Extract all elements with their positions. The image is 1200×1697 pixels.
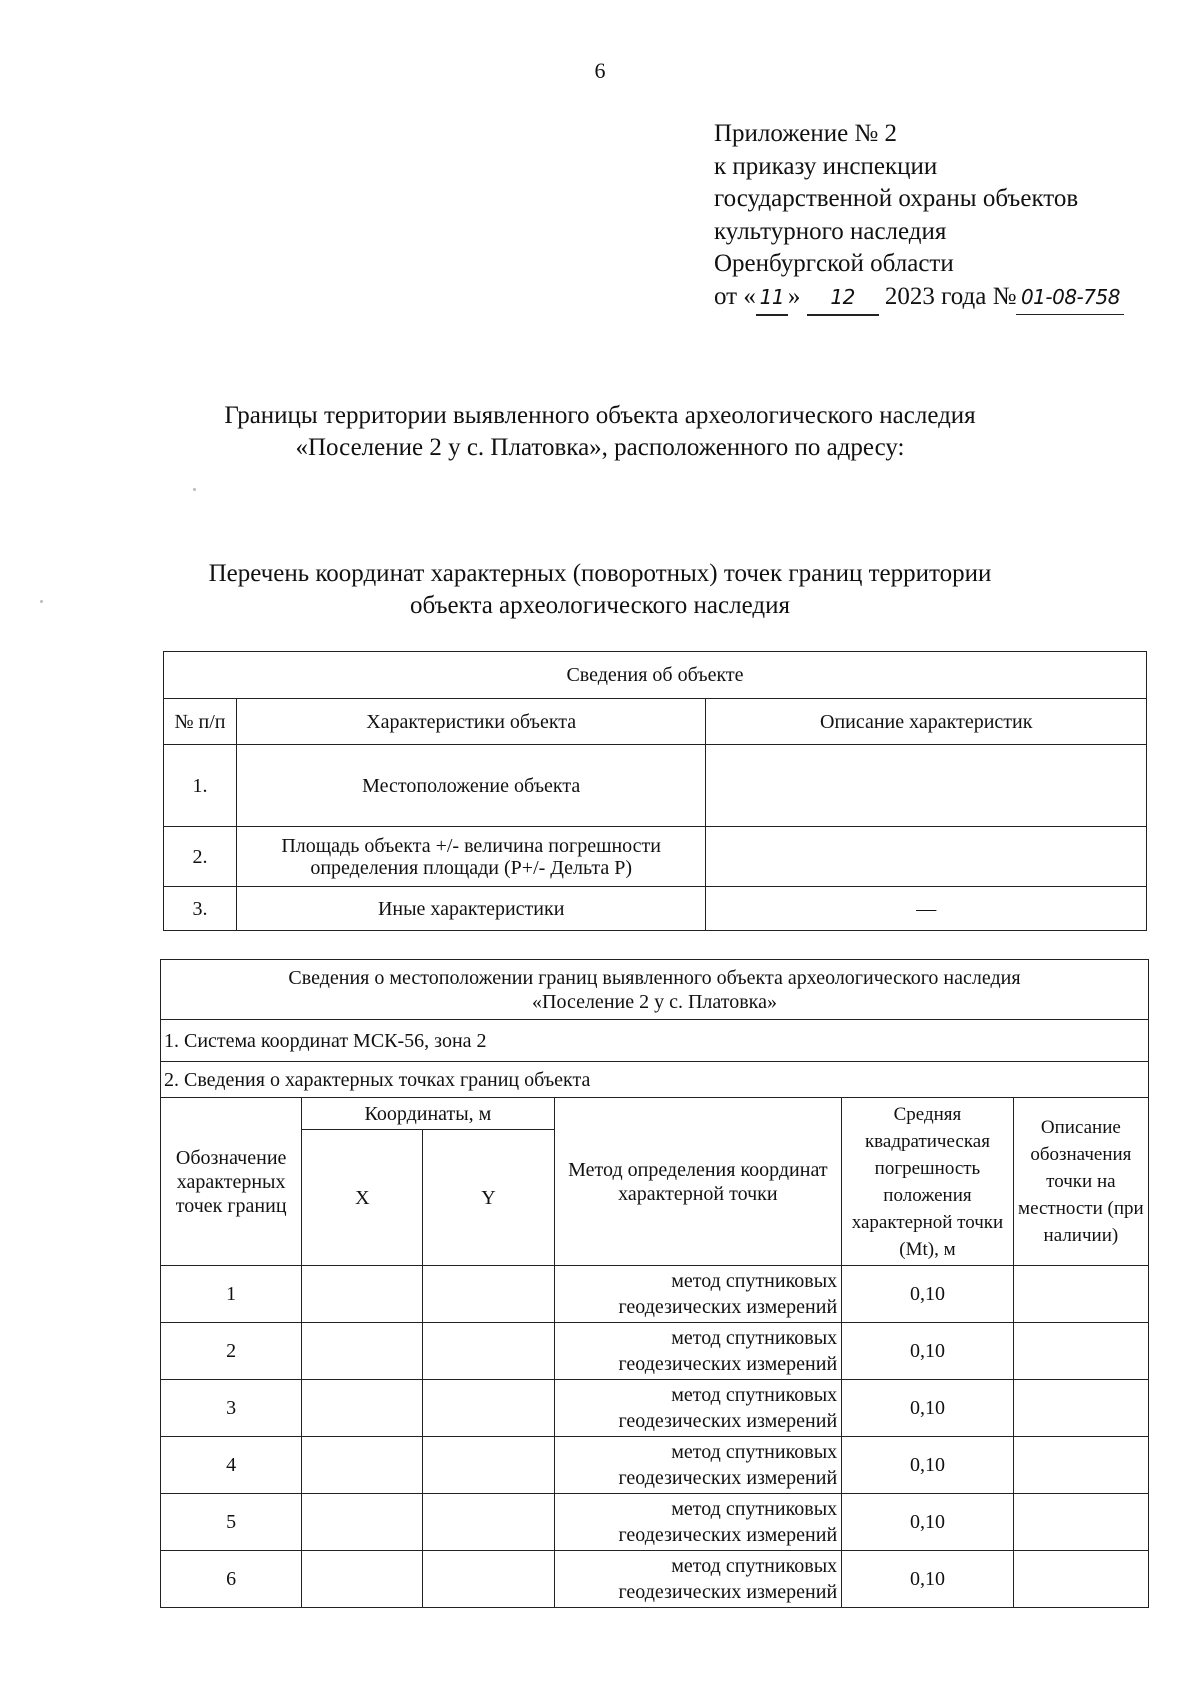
header-num: № п/п — [164, 699, 237, 745]
point-y — [423, 1323, 554, 1380]
point-method — [554, 1266, 842, 1323]
method-line: геодезических измерений — [618, 1296, 838, 1318]
row-name-line: Площадь объекта +/- величина погрешности — [281, 834, 661, 857]
row-num: 2. — [164, 827, 237, 887]
row-name-line: определения площади (Р+/- Дельта Р) — [310, 856, 633, 879]
col-designation: Обозначение характерных точек границ — [161, 1098, 302, 1266]
table-row — [164, 745, 1147, 827]
table-row — [161, 1437, 1149, 1494]
object-info-table — [163, 651, 1147, 931]
row-num: 1. — [164, 745, 237, 827]
row-desc — [706, 745, 1147, 827]
point-method — [554, 1323, 842, 1380]
scan-speck — [40, 600, 43, 603]
method-line: метод спутниковых — [671, 1441, 838, 1463]
points-header: 2. Сведения о характерных точках границ объекта — [161, 1062, 1149, 1098]
coordinate-system: 1. Система координат МСК-56, зона 2 — [161, 1020, 1149, 1062]
date-month: 12 — [807, 281, 879, 316]
table-row — [164, 827, 1147, 887]
scan-speck — [193, 488, 196, 491]
point-desc — [1013, 1323, 1148, 1380]
method-line: метод спутниковых — [671, 1555, 838, 1577]
col-desc: Описание обозначения точки на местности (при наличии) — [1013, 1098, 1148, 1266]
point-y — [423, 1551, 554, 1608]
table-row — [161, 1266, 1149, 1323]
caption-line: Сведения о местоположении границ выявленного объекта археологического наследия — [288, 966, 1021, 989]
appendix-line: Приложение № 2 — [714, 120, 898, 147]
point-mt: 0,10 — [842, 1380, 1014, 1437]
point-y — [423, 1437, 554, 1494]
col-method: Метод определения координат характерной точки — [554, 1098, 842, 1266]
col-error: Средняя квадратическая погрешность положения характерной точки (Mt), м — [842, 1098, 1014, 1266]
title-line: Границы территории выявленного объекта археологического наследия — [224, 402, 976, 429]
row-name: Местоположение объекта — [236, 745, 706, 827]
table-row — [161, 1494, 1149, 1551]
table-row — [161, 1323, 1149, 1380]
point-id: 3 — [161, 1380, 302, 1437]
point-id: 5 — [161, 1494, 302, 1551]
method-line: геодезических измерений — [618, 1353, 838, 1375]
table-row — [161, 1380, 1149, 1437]
appendix-line: государственной охраны объектов — [714, 185, 1079, 213]
table-caption: Сведения об объекте — [164, 652, 1147, 699]
point-x — [302, 1494, 423, 1551]
table-caption — [161, 960, 1149, 1020]
order-number: 01-08-758 — [1016, 281, 1124, 315]
method-line: геодезических измерений — [618, 1410, 838, 1432]
col-y: Y — [423, 1130, 554, 1266]
row-num: 3. — [164, 887, 237, 931]
appendix-line: к приказу инспекции — [714, 152, 938, 180]
point-desc — [1013, 1494, 1148, 1551]
point-method — [554, 1494, 842, 1551]
header-characteristics: Характеристики объекта — [236, 699, 706, 745]
appendix-block — [714, 118, 1124, 316]
point-x — [302, 1380, 423, 1437]
date-prefix: от « — [714, 282, 756, 310]
point-y — [423, 1494, 554, 1551]
point-mt: 0,10 — [842, 1494, 1014, 1551]
point-x — [302, 1551, 423, 1608]
point-mt: 0,10 — [842, 1551, 1014, 1608]
method-line: геодезических измерений — [618, 1524, 838, 1546]
point-method — [554, 1380, 842, 1437]
row-desc: — — [706, 887, 1147, 931]
point-mt: 0,10 — [842, 1323, 1014, 1380]
point-id: 2 — [161, 1323, 302, 1380]
date-year: 2023 года № — [884, 282, 1017, 310]
caption-line: «Поселение 2 у с. Платовка» — [532, 990, 777, 1013]
point-id: 1 — [161, 1266, 302, 1323]
point-id: 6 — [161, 1551, 302, 1608]
document-title — [0, 400, 1200, 464]
subtitle-line: Перечень координат характерных (поворотных) точек границ территории — [208, 560, 992, 587]
header-description: Описание характеристик — [706, 699, 1147, 745]
col-coords: Координаты, м — [302, 1098, 554, 1130]
point-y — [423, 1380, 554, 1437]
point-mt: 0,10 — [842, 1437, 1014, 1494]
appendix-line: культурного наследия — [714, 217, 947, 245]
appendix-line: Оренбургской области — [714, 250, 954, 278]
method-line: геодезических измерений — [618, 1467, 838, 1489]
date-day: 11 — [756, 281, 788, 316]
point-x — [302, 1437, 423, 1494]
document-subtitle — [0, 558, 1200, 622]
point-method — [554, 1437, 842, 1494]
location-table — [160, 959, 1149, 1608]
point-mt: 0,10 — [842, 1266, 1014, 1323]
row-desc — [706, 827, 1147, 887]
point-x — [302, 1266, 423, 1323]
subtitle-line: объекта археологического наследия — [410, 592, 790, 619]
row-name — [236, 827, 706, 887]
method-line: метод спутниковых — [671, 1327, 838, 1349]
table-row — [161, 1551, 1149, 1608]
point-desc — [1013, 1551, 1148, 1608]
point-x — [302, 1323, 423, 1380]
date-day-close: » — [787, 282, 801, 310]
point-desc — [1013, 1266, 1148, 1323]
row-name: Иные характеристики — [236, 887, 706, 931]
method-line: метод спутниковых — [671, 1498, 838, 1520]
title-line: «Поселение 2 у с. Платовка», расположенного по адресу: — [295, 434, 905, 461]
method-line: геодезических измерений — [618, 1581, 838, 1603]
point-desc — [1013, 1437, 1148, 1494]
appendix-date-line — [714, 281, 1124, 316]
col-x: X — [302, 1130, 423, 1266]
point-y — [423, 1266, 554, 1323]
point-id: 4 — [161, 1437, 302, 1494]
point-desc — [1013, 1380, 1148, 1437]
page-number: 6 — [594, 58, 606, 83]
point-method — [554, 1551, 842, 1608]
method-line: метод спутниковых — [671, 1384, 838, 1406]
table-row — [164, 887, 1147, 931]
method-line: метод спутниковых — [671, 1270, 838, 1292]
